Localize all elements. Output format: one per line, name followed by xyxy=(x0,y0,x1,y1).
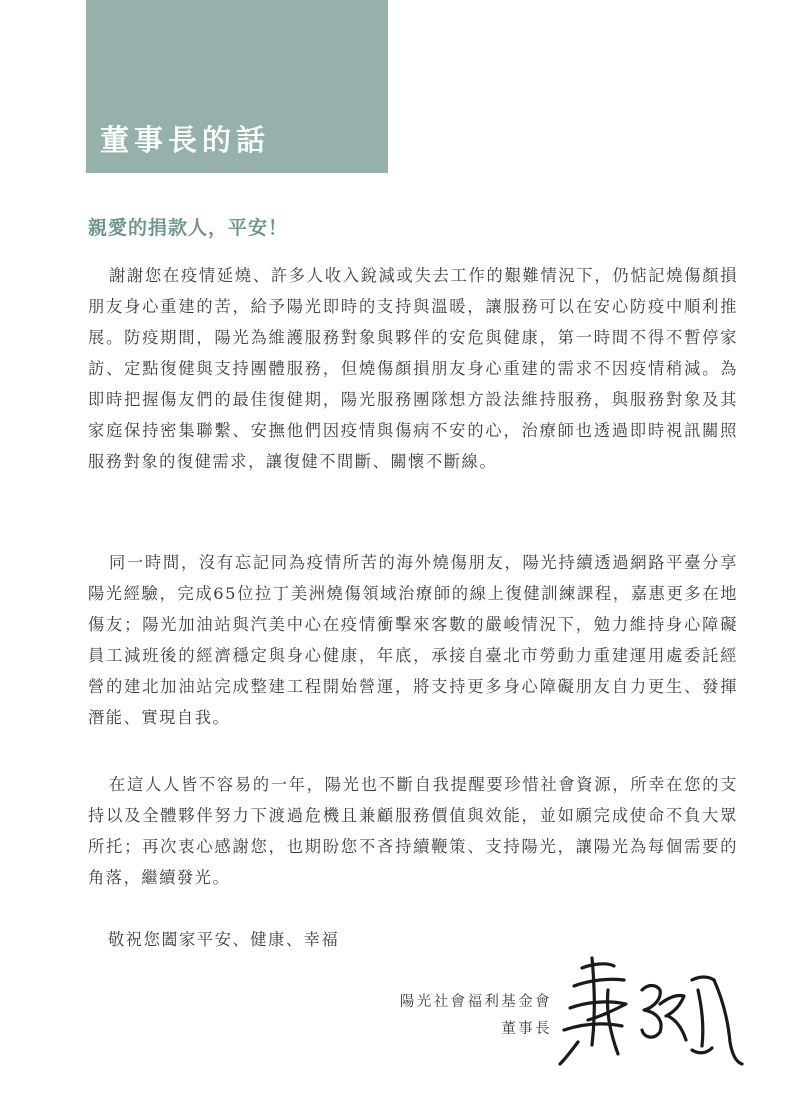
body-paragraph-3: 在這人人皆不容易的一年，陽光也不斷自我提醒要珍惜社會資源，所幸在您的支持以及全體夥伴努力下渡過危機且兼顧服務價值與效能，並如願完成使命不負大眾所托；再次衷心感謝您，也期盼您不吝持續鞭策、支持陽光，讓陽光為每個需要的角落，繼續發光。 xyxy=(88,775,738,887)
signer-role: 董事長 xyxy=(501,1021,552,1037)
body-paragraph-2: 同一時間，沒有忘記同為疫情所苦的海外燒傷朋友，陽光持續透過網路平臺分享陽光經驗，完成65位拉丁美洲燒傷領域治療師的線上復健訓練課程，嘉惠更多在地傷友；陽光加油站與汽美中心在疫情衝擊來客數的嚴峻情況下，勉力維持身心障礙員工減班後的經濟穩定與身心健康，年底，承接自臺北市勞動力重建運用處委託經營的建北加油站完成整建工程開始營運，將支持更多身心障礙朋友自力更生、發揮潛能、實現自我。 xyxy=(88,553,738,727)
greeting-heading: 親愛的捐款人，平安！ xyxy=(88,217,289,239)
closing-line: 敬祝您闔家平安、健康、幸福 xyxy=(108,930,340,949)
signature-icon xyxy=(552,950,752,1070)
handwritten-signature xyxy=(552,950,752,1070)
body-paragraph-1: 謝謝您在疫情延燒、許多人收入銳減或失去工作的艱難情況下，仍惦記燒傷顏損朋友身心重建的苦，給予陽光即時的支持與溫暖，讓服務可以在安心防疫中順利推展。防疫期間，陽光為維護服務對象與夥伴的安危與健康，第一時間不得不暫停家訪、定點復健與支持團體服務，但燒傷顏損朋友身心重建的需求不因疫情稍減。為即時把握傷友們的最佳復健期，陽光服務團隊想方設法維持服務，與服務對象及其家庭保持密集聯繫、安撫他們因疫情與傷病不安的心，治療師也透過即時視訊關照服務對象的復健需求，讓復健不間斷、關懷不斷線。 xyxy=(88,266,738,471)
organization-name: 陽光社會福利基金會 xyxy=(399,994,552,1010)
page-title: 董事長的話 xyxy=(100,123,271,157)
